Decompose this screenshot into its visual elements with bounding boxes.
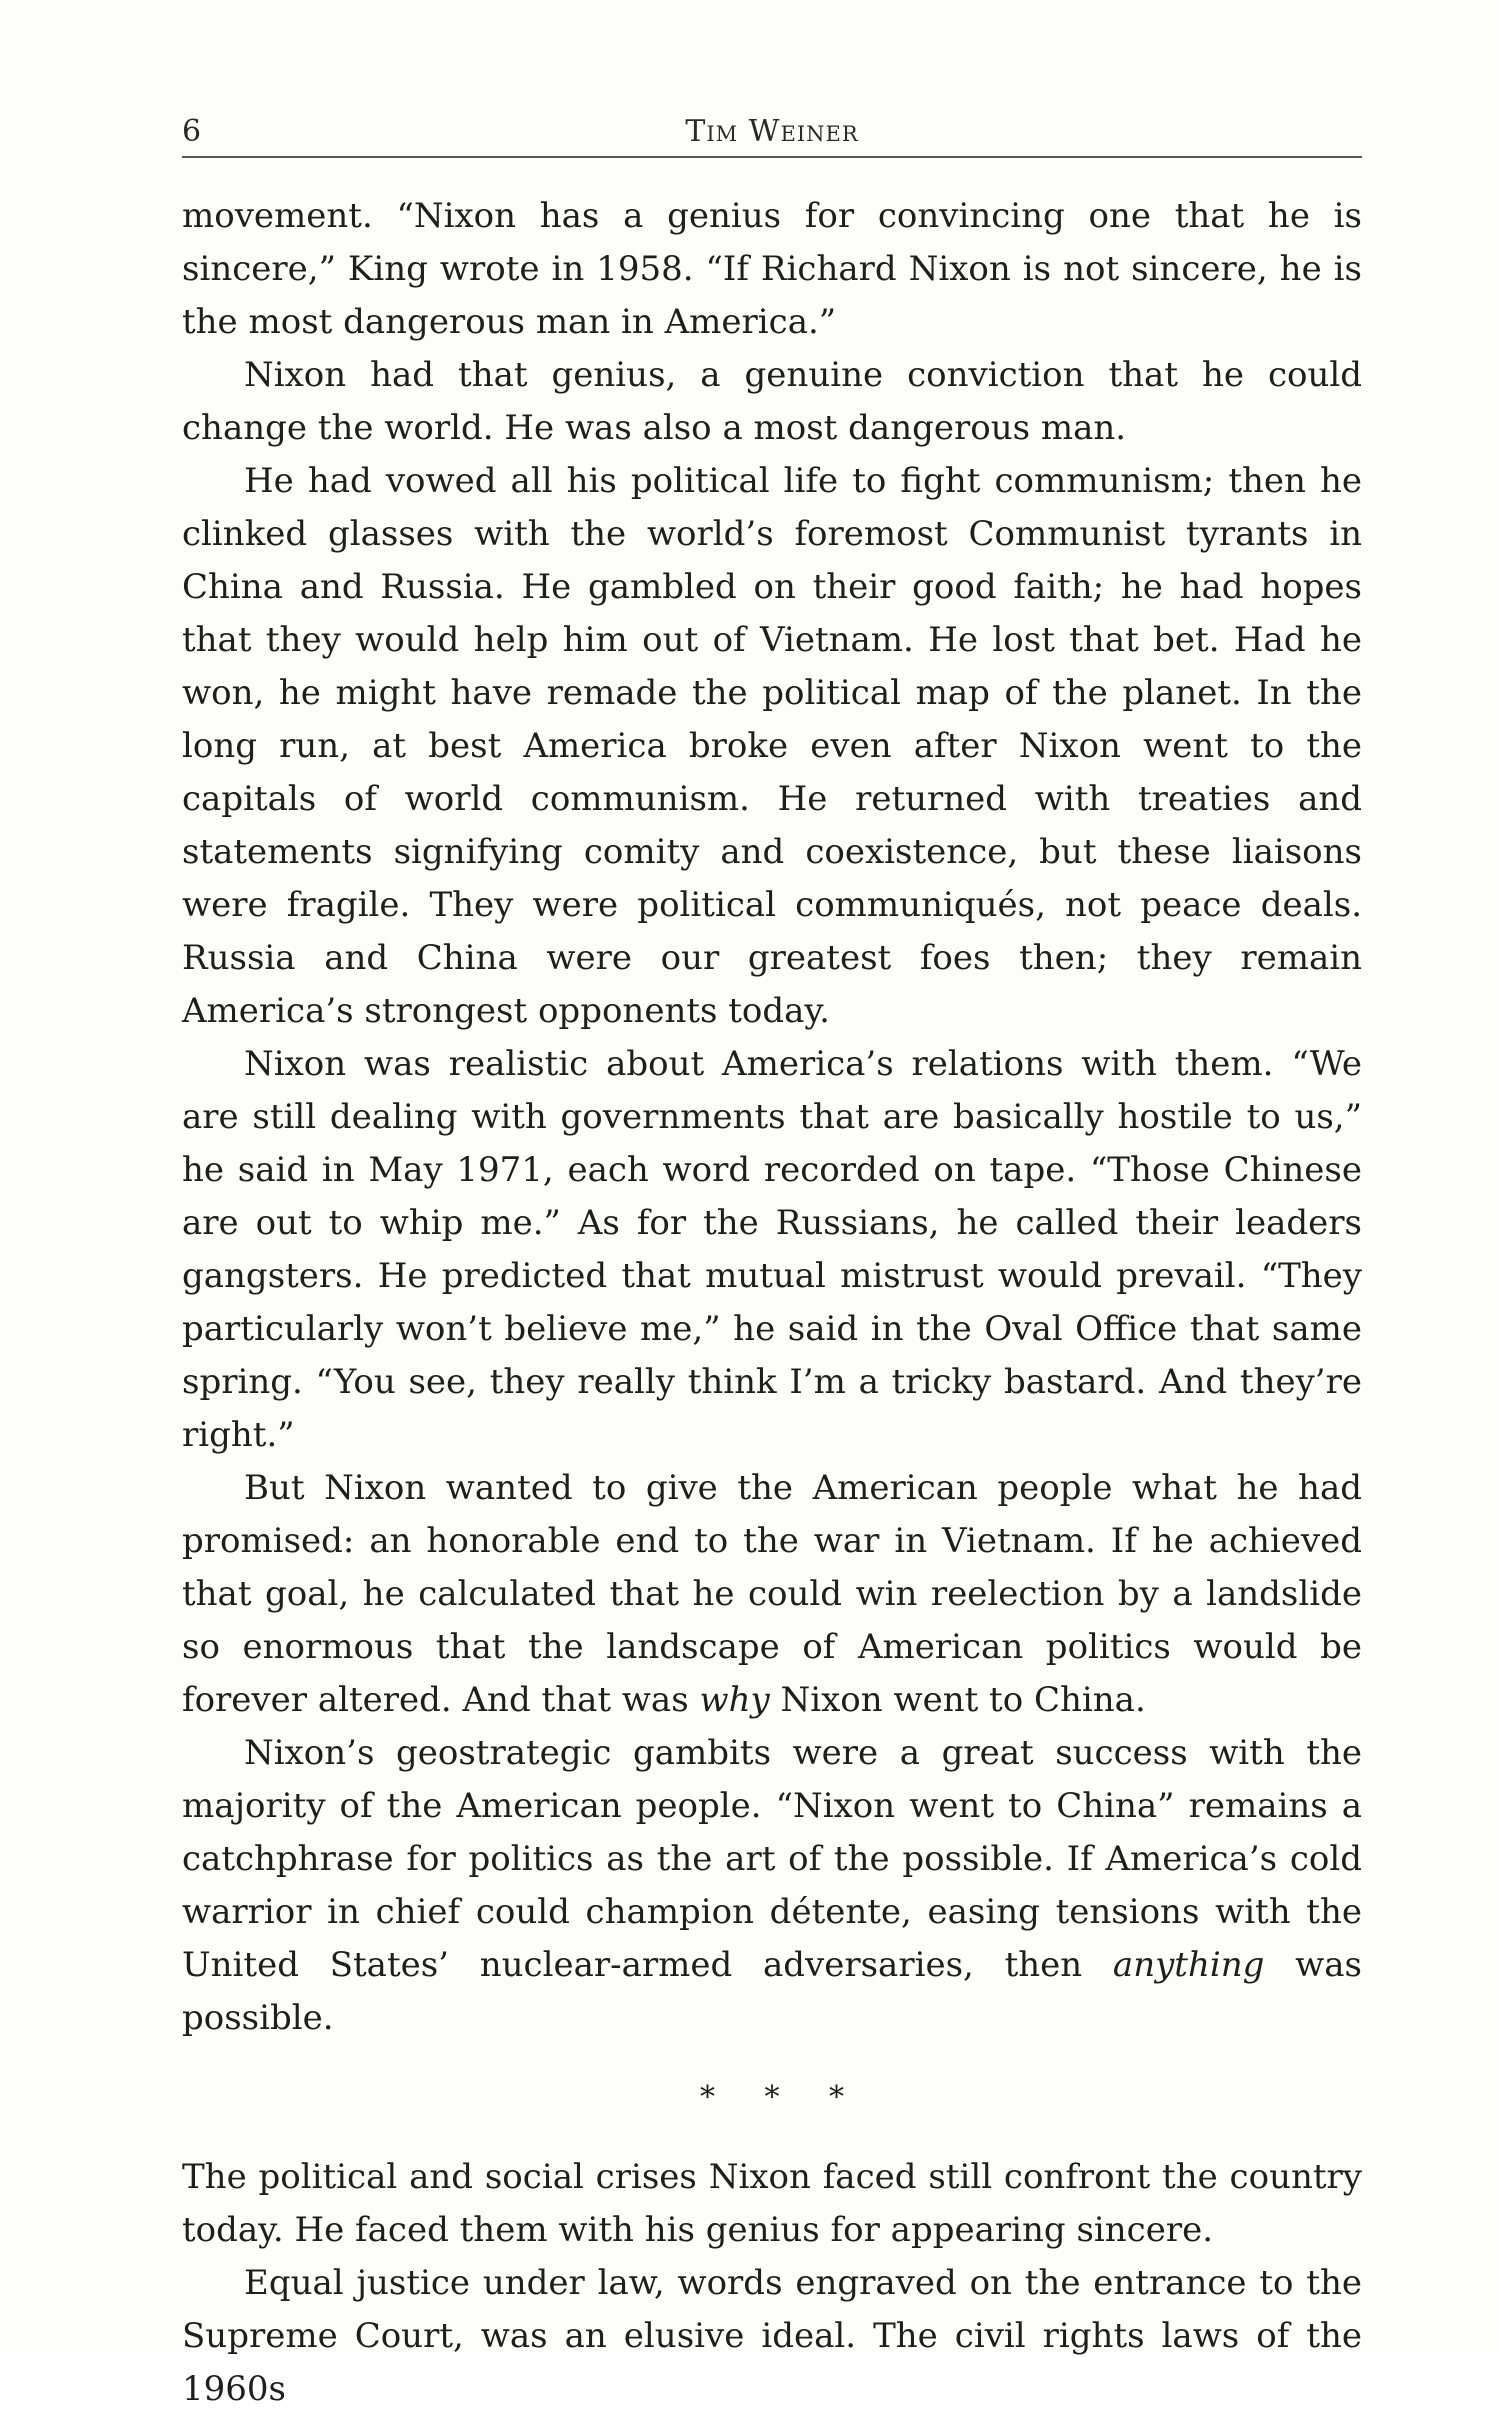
page-number: 6	[182, 114, 202, 149]
paragraph	[182, 1462, 1362, 1727]
paragraph-text: was possible.	[182, 1945, 1362, 2038]
italic-emphasis: anything	[1112, 1945, 1265, 1985]
body-text	[182, 190, 1362, 2416]
paragraph: Equal justice under law, words engraved on the entrance to the Supreme Court, was an elusive ideal. The civil rights laws of the 1960s	[182, 2263, 1362, 2409]
paragraph-text: But Nixon wanted to give the American people what he had promised: an honorable end to the war in Vietnam. If he achieved that goal, he calculated that he could win reelection by a landslide so enormous that the landscape of American politics would be forever altered. And that was	[182, 1468, 1362, 1720]
paragraph: The political and social crises Nixon faced still confront the country today. He faced them with his genius for appearing sincere.	[182, 2157, 1362, 2250]
running-head	[182, 112, 1362, 152]
paragraph-text: Nixon went to China.	[769, 1680, 1146, 1720]
paragraph: Nixon was realistic about America’s relations with them. “We are still dealing with governments that are basically hostile to us,” he said in May 1971, each word recorded on tape. “Those Chinese are out to whip me.” As for the Russians, he called their leaders gangsters. He predicted that mutual mistrust would prevail. “They particularly won’t believe me,” he said in the Oval Office that same spring. “You see, they really think I’m a tricky bastard. And they’re right.”	[182, 1044, 1362, 1455]
running-head-author: Tim Weiner	[685, 114, 859, 149]
paragraph-continued: movement. “Nixon has a genius for convincing one that he is sincere,” King wrote in 1958. “If Richard Nixon is not sincere, he is the most dangerous man in America.”	[182, 196, 1362, 342]
paragraph	[182, 1727, 1362, 2045]
header-rule	[182, 156, 1362, 158]
italic-emphasis: why	[699, 1680, 770, 1720]
paragraph: Nixon had that genius, a genuine conviction that he could change the world. He was also a most dangerous man.	[182, 355, 1362, 448]
section-break: * * *	[699, 2080, 865, 2115]
paragraph: He had vowed all his political life to fight communism; then he clinked glasses with the world’s foremost Communist tyrants in China and Russia. He gambled on their good faith; he had hopes that they would help him out of Vietnam. He lost that bet. Had he won, he might have remade the political map of the planet. In the long run, at best America broke even after Nixon went to the capitals of world communism. He returned with treaties and statements signifying comity and coexistence, but these liaisons were fragile. They were political communiqués, not peace deals. Russia and China were our greatest foes then; they remain America’s strongest opponents today.	[182, 461, 1362, 1031]
paragraph-text: Nixon’s geostrategic gambits were a great success with the majority of the American people. “Nixon went to China” remains a catchphrase for politics as the art of the possible. If America’s cold warrior in chief could champion détente, easing tensions with the United States’ nuclear-armed adversaries, then	[182, 1733, 1362, 1985]
